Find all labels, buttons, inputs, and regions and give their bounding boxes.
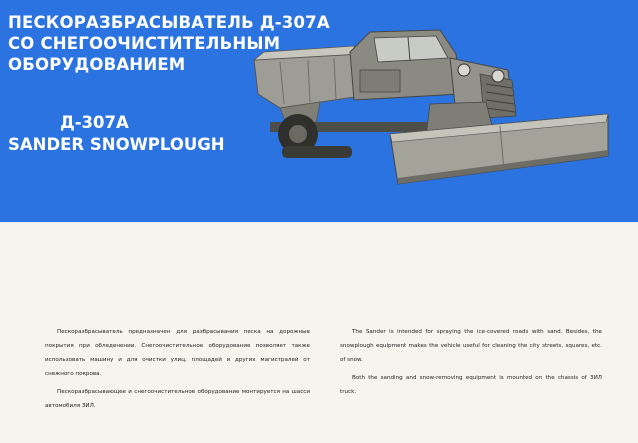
sand-hopper	[254, 46, 362, 128]
en-paragraph: The Sander is intended for spraying the ice-covered roads with sand. Besides, the snowplough equipment makes the vehicle useful for cleaning the city streets, squares, etc. of snow.	[340, 329, 602, 363]
title-english	[8, 112, 225, 156]
sander-truck-image	[250, 24, 610, 194]
truck-cab	[350, 30, 460, 100]
brush-roller	[282, 146, 352, 158]
description-english	[340, 325, 602, 403]
en-paragraph: Both the sanding and snow-removing equipment is mounted on the chassis of ЗИЛ truck.	[340, 375, 602, 395]
description-russian	[45, 325, 310, 417]
ru-paragraph: Пескоразбрасывающее и снегоочистительное оборудование монтируется на шасси автомобиля ЗИЛ.	[45, 389, 310, 409]
model-number: Д-307А	[60, 113, 129, 132]
title-en-text: SANDER SNOWPLOUGH	[8, 135, 225, 154]
title-ru-line-1: ПЕСКОРАЗБРАСЫВАТЕЛЬ Д-307А	[8, 13, 330, 32]
ru-paragraph: Пескоразбрасыватель предназначен для разбрасывания песка на дорожные покрытия при обледенении. Снегоочистительное оборудование позволяет также использовать машину и для очистки улиц, площадей и других магистралей от снежного покрова.	[45, 329, 310, 377]
title-ru-line-2: СО СНЕГООЧИСТИТЕЛЬНЫМ	[8, 34, 281, 53]
headlight-icon	[458, 64, 470, 76]
title-ru-line-3: ОБОРУДОВАНИЕМ	[8, 55, 186, 74]
